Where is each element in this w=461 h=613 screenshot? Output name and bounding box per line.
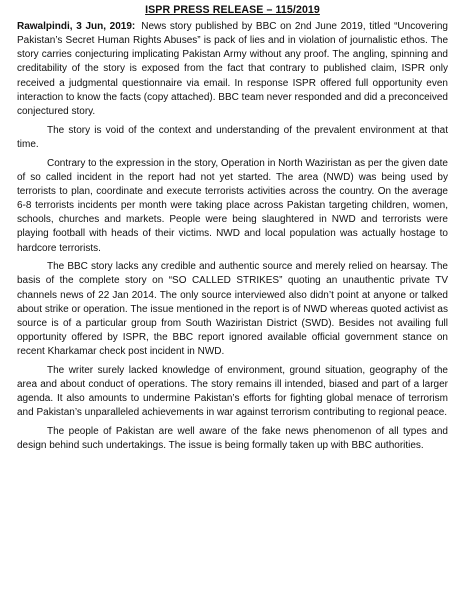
paragraph-3: Contrary to the expression in the story, Operation in North Waziristan as per the given date of so called incident in the report had not yet started. The area (NWD) was being used by terrorists to plan, coordinate and execute terrorists activities across the country. On the average 6-8 terrorists incidents per month were taking place across Pakistan targeting children, women, schools, churches and markets. People were being slaughtered in NWD and terrorists were playing football with heads of their victims. NWD and local population was actually hostage to hardcore terrorists. — [17, 157, 448, 254]
dateline: Rawalpindi, 3 Jun, 2019: — [17, 21, 136, 32]
paragraph-1 — [17, 20, 448, 119]
paragraph-1-text: News story published by BBC on 2nd June 2019, titled “Uncovering Pakistan’s Secret Human Rights Abuses” is pack of lies and in violation of journalistic ethos. The story carries conjecturing implicating Pakistan Army without any proof. The angling, spinning and creditability of the story is exposed from the fact that contrary to published claim, ISPR only received a judgmental questionnaire via email. In response ISPR offered full opportunity even interaction to know the facts (copy attached). BBC team never responded and did a preconceived conjectured story. — [17, 21, 448, 117]
paragraph-5: The writer surely lacked knowledge of environment, ground situation, geography of the area and about conduct of operations. The story remains ill intended, biased and part of a larger agenda. It also amounts to undermine Pakistan’s efforts for fighting global menace of terrorism and Pakistan’s unparalleled achievements in war against terrorism contributing to regional peace. — [17, 364, 448, 419]
document-title: ISPR PRESS RELEASE – 115/2019 — [145, 4, 320, 16]
paragraph-6: The people of Pakistan are well aware of the fake news phenomenon of all types and design behind such undertakings. The issue is being formally taken up with BBC authorities. — [17, 426, 448, 452]
paragraph-4: The BBC story lacks any credible and authentic source and merely relied on hearsay. The basis of the complete story on “SO CALLED STRIKES” quoting an unauthentic private TV channels news of 22 Jan 2014. The only source interviewed also didn’t point at anyone or talked about strike or operation. The issue mentioned in the report is of NWD whereas quoted activist as source is of a particular group from South Waziristan District (SWD). Besides not availing full opportunity offered by ISPR, the BBC report ignored available official government stance on recent Kharkamar check post incident in NWD. — [17, 261, 448, 358]
paragraph-2: The story is void of the context and understanding of the prevalent environment at that time. — [17, 124, 448, 150]
